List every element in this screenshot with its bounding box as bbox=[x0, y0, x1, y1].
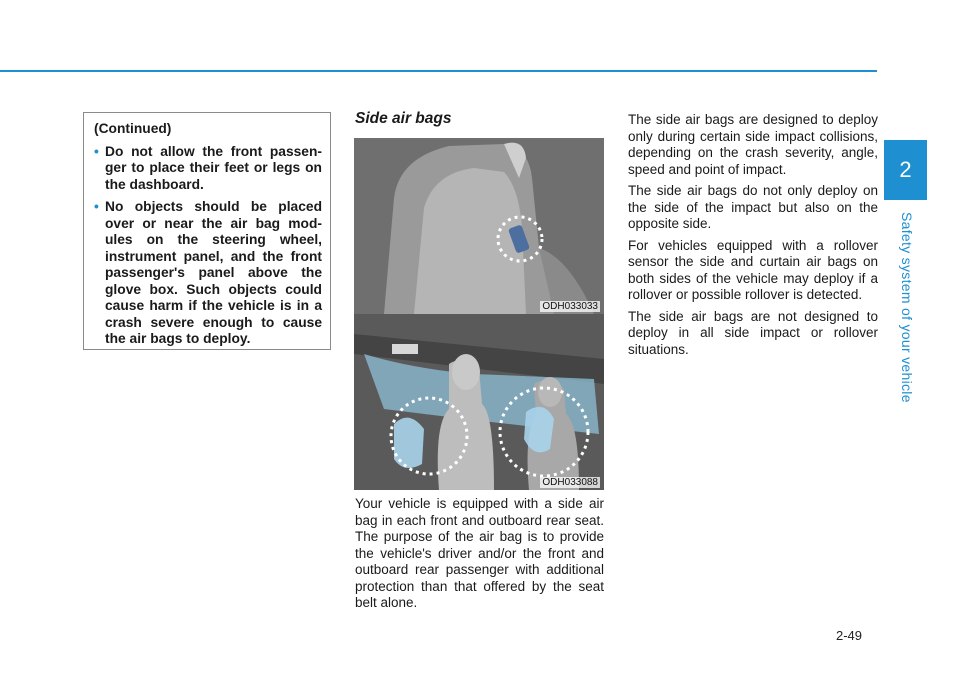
figure-code: ODH033033 bbox=[542, 301, 598, 312]
intro-paragraph bbox=[355, 496, 604, 617]
warning-item bbox=[94, 199, 322, 348]
paragraph: The side air bags are designed to deploy only during certain side impact collisions, depending on the crash severity, angle, speed and point of impact. bbox=[628, 112, 878, 177]
page-number: 2-49 bbox=[836, 628, 863, 643]
warning-box bbox=[83, 112, 331, 350]
warning-item-text: Do not allow the front passen-ger to place their feet or legs on the dashboard. bbox=[105, 143, 322, 192]
seat-side-airbag-icon bbox=[354, 138, 604, 314]
paragraph: The side air bags do not only deploy on the side of the impact but also on the opposite side. bbox=[628, 183, 878, 231]
bullet-icon: • bbox=[94, 199, 99, 214]
chapter-tab bbox=[884, 140, 927, 200]
chapter-number: 2 bbox=[899, 157, 912, 182]
figure-code: ODH033088 bbox=[542, 477, 598, 488]
section-title: Side air bags bbox=[355, 110, 452, 127]
bullet-icon: • bbox=[94, 143, 99, 159]
chapter-label: Safety system of your vehicle bbox=[899, 212, 915, 403]
warning-item-text: No objects should be placed over or near the air bag mod-ules on the steering wheel, instrument panel, and the front passenger's panel above the glove box. Such objects could cause harm if the vehicle is in a crash severe enough to cause the air bags to deploy. bbox=[105, 199, 322, 346]
paragraph: Your vehicle is equipped with a side air bag in each front and outboard rear seat. The purpose of the air bag is to provide the vehicle's driver and/or the front and outboard rear passenger with additional protection than that offered by the seat belt alone. bbox=[355, 496, 604, 610]
deployed-airbags-figure bbox=[354, 314, 604, 490]
warning-continued: (Continued) bbox=[94, 121, 172, 136]
paragraph: For vehicles equipped with a rollover sensor the side and curtain air bags on both sides of the vehicle may deploy if a rollover or possible rollover is detected. bbox=[628, 237, 878, 302]
header-rule bbox=[0, 70, 877, 72]
warning-item bbox=[94, 144, 322, 194]
paragraph: The side air bags are not designed to deploy in all side impact or rollover situations. bbox=[628, 308, 878, 357]
right-column bbox=[628, 112, 878, 363]
deployed-side-airbags-icon bbox=[354, 314, 604, 490]
seat-airbag-figure bbox=[354, 138, 604, 314]
